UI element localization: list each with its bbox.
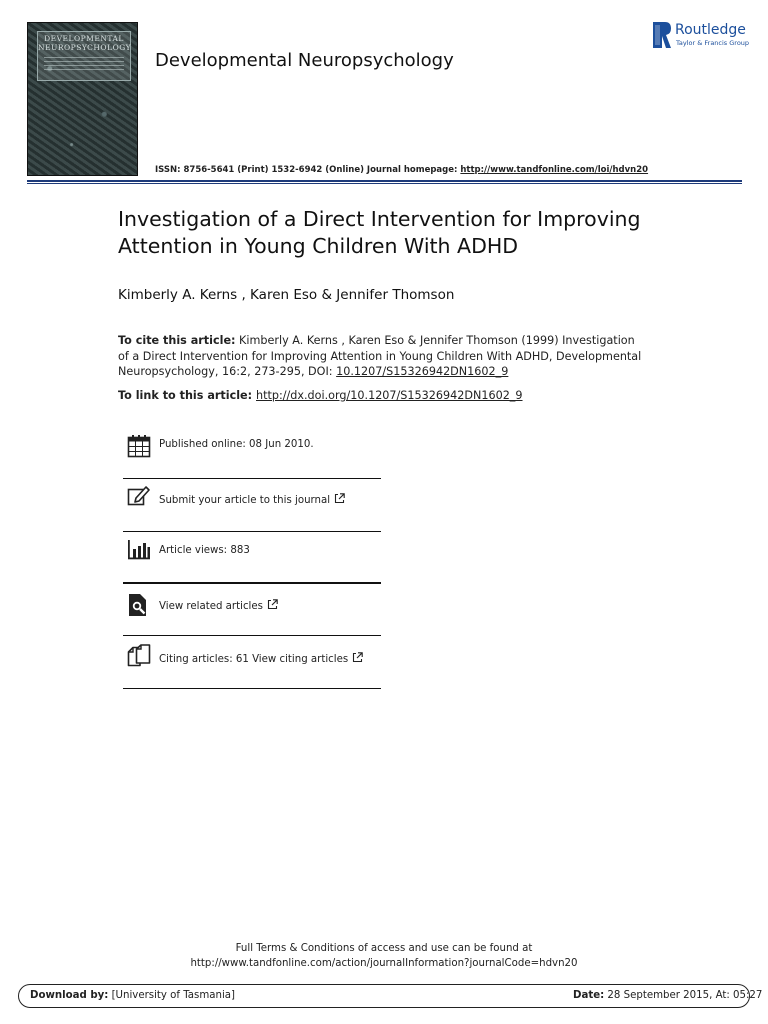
published-row <box>123 428 381 480</box>
publisher-name: Routledge <box>675 22 746 38</box>
article-title: Investigation of a Direct Intervention for Improving Attention in Young Children With ADHD <box>118 207 641 258</box>
article-link-label: To link to this article: <box>118 389 256 402</box>
divider <box>123 478 381 479</box>
journal-homepage-link[interactable]: http://www.tandfonline.com/loi/hdvn20 <box>460 165 649 175</box>
article-link-url[interactable]: http://dx.doi.org/10.1207/S15326942DN1602_9 <box>256 389 523 402</box>
header-rule-thin <box>27 183 742 184</box>
routledge-logo-icon <box>653 22 671 48</box>
journal-name: Developmental Neuropsychology <box>155 50 454 71</box>
submit-article-label: Submit your article to this journal <box>159 495 331 506</box>
external-link-icon <box>267 599 278 610</box>
download-by <box>30 990 235 1001</box>
issn-text: ISSN: 8756-5641 (Print) 1532-6942 (Online) Journal homepage: <box>155 165 461 175</box>
divider <box>123 531 381 532</box>
calendar-icon <box>127 434 151 458</box>
article-views: Article views: 883 <box>159 545 250 556</box>
citing-documents-icon <box>127 644 151 668</box>
cover-title-panel <box>37 31 131 81</box>
citing-articles-label: Citing articles: 61 View citing articles <box>159 654 349 665</box>
published-date: Published online: 08 Jun 2010. <box>159 439 314 450</box>
cover-subtitle-lines <box>44 56 124 70</box>
external-link-icon <box>334 493 345 504</box>
cover-title: DEVELOPMENTAL NEUROPSYCHOLOGY <box>38 34 132 52</box>
publisher-group: Taylor & Francis Group <box>676 39 750 47</box>
date-value: 28 September 2015, At: 05:27 <box>604 990 763 1001</box>
date-label: Date: <box>573 990 605 1001</box>
issn-line <box>155 165 648 175</box>
article-link-line <box>118 389 523 402</box>
related-articles-label: View related articles <box>159 601 263 612</box>
doi-link[interactable]: 10.1207/S15326942DN1602_9 <box>336 365 509 378</box>
citation-text: Kimberly A. Kerns , Karen Eso & Jennifer Thomson (1999) Investigation of a Direct Intervention for Improving Attention in Young Children With ADHD, Developmental Neuropsychology, 16:2, 273-295, DOI: <box>118 334 642 378</box>
divider <box>123 635 381 636</box>
related-articles-link[interactable] <box>159 599 278 612</box>
terms-line-1: Full Terms & Conditions of access and use can be found at <box>235 943 533 954</box>
download-institution: [University of Tasmania] <box>108 990 235 1001</box>
download-date <box>573 990 762 1001</box>
download-label: Download by: <box>30 990 109 1001</box>
terms-url[interactable]: http://www.tandfonline.com/action/journalInformation?journalCode=hdvn20 <box>190 958 578 969</box>
article-authors: Kimberly A. Kerns , Karen Eso & Jennifer Thomson <box>118 287 455 303</box>
bar-chart-icon <box>127 538 151 562</box>
divider <box>123 582 381 584</box>
header-rule <box>27 180 742 182</box>
citation-block <box>118 333 648 380</box>
edit-icon <box>127 484 151 508</box>
citing-articles-link[interactable] <box>159 652 363 665</box>
citation-label: To cite this article: <box>118 334 236 347</box>
document-search-icon <box>127 593 151 617</box>
divider <box>123 688 381 689</box>
external-link-icon <box>352 652 363 663</box>
citing-row[interactable] <box>123 638 381 690</box>
journal-cover-image <box>27 22 138 176</box>
related-row[interactable] <box>123 586 381 638</box>
submit-article-link[interactable] <box>159 493 345 506</box>
submit-row[interactable] <box>123 481 381 533</box>
views-row <box>123 533 381 585</box>
